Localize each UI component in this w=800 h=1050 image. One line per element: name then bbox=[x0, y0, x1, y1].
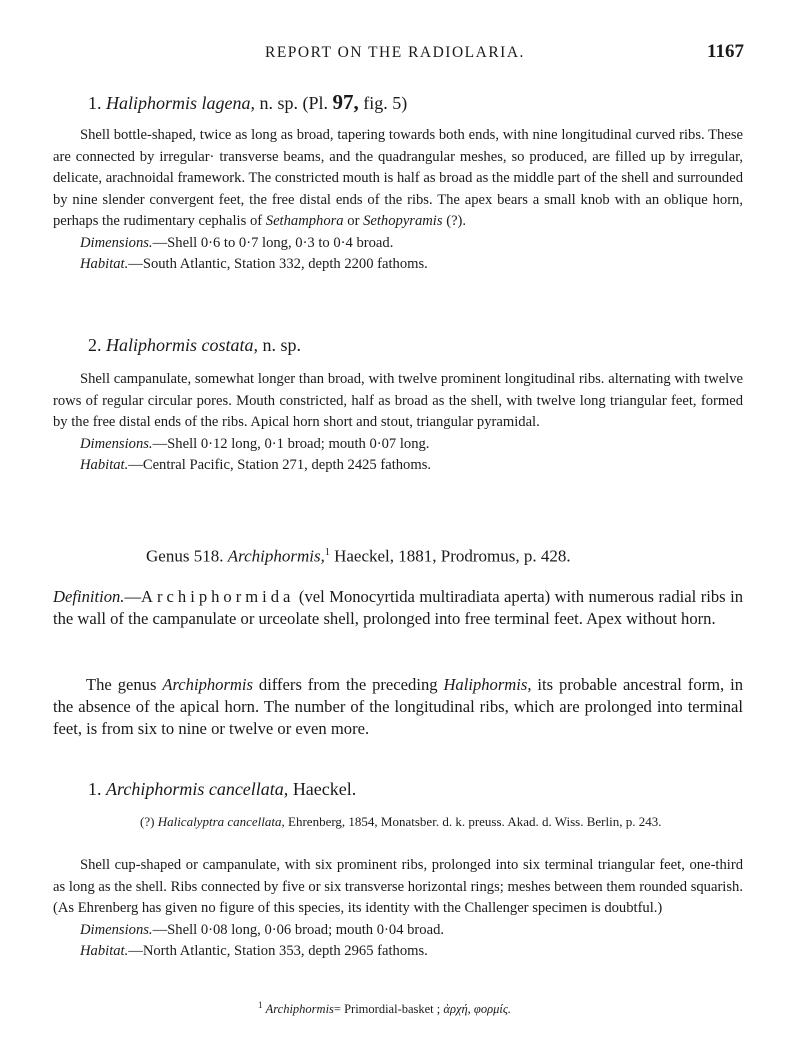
footnote-mark: 1 bbox=[258, 1000, 263, 1010]
definition-text: (vel Monocyrtida multiradiata aperta) with numerous radial ribs in the wall of the campanulate or urceolate shell, prolonged into free terminal feet. Apex without horn. bbox=[53, 587, 743, 628]
habitat-label: Habitat. bbox=[80, 256, 129, 272]
species-description: Shell cup-shaped or campanulate, with six prominent ribs, prolonged into six terminal triangular feet, one-third as long as the shell. Ribs connected by five or six transverse horizontal rings; meshes between them rounded squarish. (As Ehrenberg has given no figure of this species, its identity with the Challenger specimen is doubtful.) bbox=[53, 857, 743, 916]
dimensions-line bbox=[53, 920, 743, 942]
species-name: Archiphormis cancellata, bbox=[106, 779, 289, 799]
genus-definition bbox=[53, 586, 743, 630]
page-header bbox=[0, 42, 800, 68]
species-1-body bbox=[53, 125, 743, 276]
habitat-value: —Central Pacific, Station 271, depth 2425 fathoms. bbox=[128, 457, 432, 473]
genus-reference: Sethamphora bbox=[265, 213, 344, 229]
dimensions-value: —Shell 0·08 long, 0·06 broad; mouth 0·04 broad. bbox=[152, 921, 445, 938]
footnote-greek: ἀρχή, φορμίς. bbox=[443, 1002, 512, 1017]
species-number: 2. bbox=[88, 335, 102, 355]
habitat-value: —North Atlantic, Station 353, depth 2965 fathoms. bbox=[128, 943, 428, 959]
habitat-value: —South Atlantic, Station 332, depth 2200 fathoms. bbox=[128, 256, 428, 272]
genus-citation: Haeckel, 1881, Prodromus, p. 428. bbox=[334, 546, 571, 566]
running-title: REPORT ON THE RADIOLARIA. bbox=[265, 44, 525, 61]
habitat-label: Habitat. bbox=[80, 943, 129, 959]
discussion-paragraph: The genus Archiphormis differs from the preceding Haliphormis, its probable ancestral form, in the absence of the apical horn. The number of the longitudinal ribs, which are prolonged into terminal feet, is from six to nine or twelve or even more. bbox=[53, 675, 744, 738]
habitat-line bbox=[53, 455, 743, 477]
footnote-text: = Primordial-basket ; bbox=[333, 1002, 441, 1017]
synonym-citation: Ehrenberg, 1854, Monatsber. d. k. preuss. Akad. d. Wiss. Berlin, p. 243. bbox=[288, 814, 662, 829]
species-name: Haliphormis costata, bbox=[106, 335, 259, 355]
plate-number: 97, bbox=[332, 90, 359, 114]
definition-paragraph: Definition.—Archiphormida (vel Monocyrtida multiradiata aperta) with numerous radial ribs in the wall of the campanulate or urceolate shell, prolonged into free terminal feet. Apex without horn. bbox=[53, 587, 743, 628]
footnote-mark: 1 bbox=[324, 547, 330, 558]
species-description: Shell campanulate, somewhat longer than broad, with twelve prominent longitudinal ribs. alternating with twelve rows of regular circular pores. Mouth constricted, half as broad as the shell, with twelve long triangular feet, formed by the free distal ends of the ribs. Apical horn short and stout, triangular pyramidal. bbox=[53, 371, 743, 430]
species-description: Shell bottle-shaped, twice as long as broad, tapering towards both ends, with nine longitudinal curved ribs. These are connected by irregular· transverse beams, and the quadrangular meshes, so produced, are filled up by irregular, delicate, arachnoidal framework. The constricted mouth is half as broad as the middle part of the shell and surrounded by nine slender convergent feet, the free distal ends of the ribs. The apex bears a small knob with an oblique horn, perhaps the rudimentary cephalis of Sethamphora or Sethopyramis (?). bbox=[53, 127, 743, 229]
figure-ref: fig. 5) bbox=[363, 93, 408, 113]
habitat-line bbox=[53, 254, 743, 276]
dimensions-label: Dimensions. bbox=[80, 234, 153, 251]
definition-term: Archiphormida bbox=[141, 587, 295, 606]
species-heading-archiphormis-cancellata bbox=[88, 777, 356, 801]
synonym-mark: (?) bbox=[140, 814, 155, 829]
species-name: Haliphormis lagena, bbox=[106, 93, 256, 113]
dimensions-label: Dimensions. bbox=[80, 921, 153, 938]
species-number: 1. bbox=[88, 779, 102, 799]
dimensions-line bbox=[53, 434, 743, 456]
genus-name-ref: Archiphormis bbox=[162, 675, 253, 694]
species-3-body bbox=[53, 855, 743, 963]
genus-discussion bbox=[53, 674, 743, 740]
footnote bbox=[258, 996, 511, 1018]
species-2-body bbox=[53, 369, 743, 477]
genus-heading bbox=[146, 541, 571, 569]
species-suffix: n. sp. (Pl. bbox=[259, 93, 329, 113]
dimensions-value: —Shell 0·6 to 0·7 long, 0·3 to 0·4 broad. bbox=[152, 234, 394, 251]
dimensions-line bbox=[53, 233, 743, 255]
synonym-name: Halicalyptra cancellata, bbox=[157, 814, 285, 829]
species-heading-haliphormis-lagena bbox=[88, 90, 407, 115]
habitat-line bbox=[53, 941, 743, 963]
species-suffix: n. sp. bbox=[262, 335, 302, 355]
genus-name: Archiphormis, bbox=[227, 546, 325, 566]
dimensions-value: —Shell 0·12 long, 0·1 broad; mouth 0·07 long. bbox=[152, 435, 430, 452]
species-heading-haliphormis-costata bbox=[88, 333, 301, 357]
synonym-entry bbox=[140, 812, 767, 831]
habitat-label: Habitat. bbox=[80, 457, 129, 473]
genus-prefix: Genus 518. bbox=[146, 546, 224, 566]
dimensions-label: Dimensions. bbox=[80, 435, 153, 452]
genus-name-ref: Haliphormis, bbox=[443, 675, 532, 694]
footnote-term: Archiphormis bbox=[265, 1002, 334, 1017]
species-suffix: Haeckel. bbox=[292, 779, 357, 799]
genus-reference: Sethopyramis bbox=[363, 213, 443, 229]
definition-label: Definition. bbox=[53, 587, 125, 606]
species-number: 1. bbox=[88, 93, 102, 113]
page-number: 1167 bbox=[707, 41, 744, 62]
